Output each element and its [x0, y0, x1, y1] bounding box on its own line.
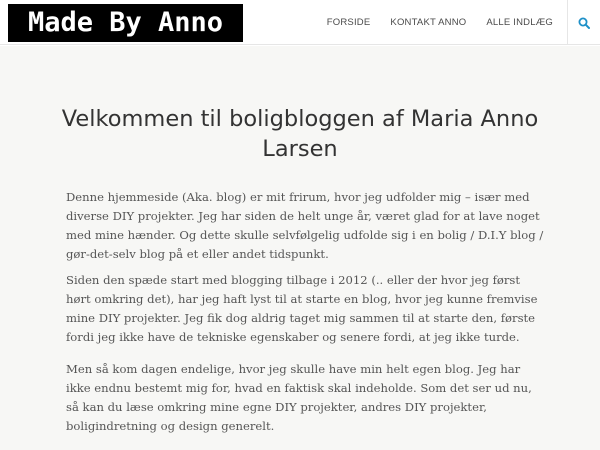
search-button[interactable] — [567, 0, 600, 45]
intro-paragraph-1: Denne hjemmeside (Aka. blog) er mit frirum, hvor jeg udfolder mig – især med diverse DIY projekter. Jeg har siden de helt unge år, været glad for at lave noget med mine hænder. Og dette skulle selvfølgelig udfolde sig i en bolig / D.I.Y blog / gør-det-selv blog på et eller andet tidspunkt. — [66, 190, 544, 261]
intro-paragraph-2: Siden den spæde start med blogging tilbage i 2012 (.. eller der hvor jeg først hørt omkring det), har jeg haft lyst til at starte en blog, hvor jeg kunne fremvise mine DIY projekter. Jeg fik dog aldrig taget mig sammen til at starte den, første fordi jeg ikke have de tekniske egenskaber og senere fordi, at jeg ikke turde. — [66, 273, 538, 344]
nav-alle-indlaeg[interactable]: ALLE INDLÆG — [486, 17, 553, 28]
intro-paragraph-3: Men så kom dagen endelige, hvor jeg skulle have min helt egen blog. Jeg har ikke endnu bestemt mig for, hvad en faktisk skal indeholde. Som det ser ud nu, så kan du læse omkring mine egne DIY projekter, andres DIY projekter, boligindretning og design generelt. — [66, 362, 532, 433]
main-nav — [317, 0, 600, 45]
site-header — [0, 0, 600, 45]
main-content — [0, 46, 600, 450]
site-logo[interactable]: Made By Anno — [8, 4, 243, 42]
search-icon — [578, 17, 590, 29]
nav-forside[interactable]: FORSIDE — [326, 17, 371, 28]
nav-kontakt-anno[interactable]: KONTAKT ANNO — [390, 17, 467, 28]
page-title: Velkommen til boligbloggen af Maria Anno Larsen — [61, 106, 539, 162]
